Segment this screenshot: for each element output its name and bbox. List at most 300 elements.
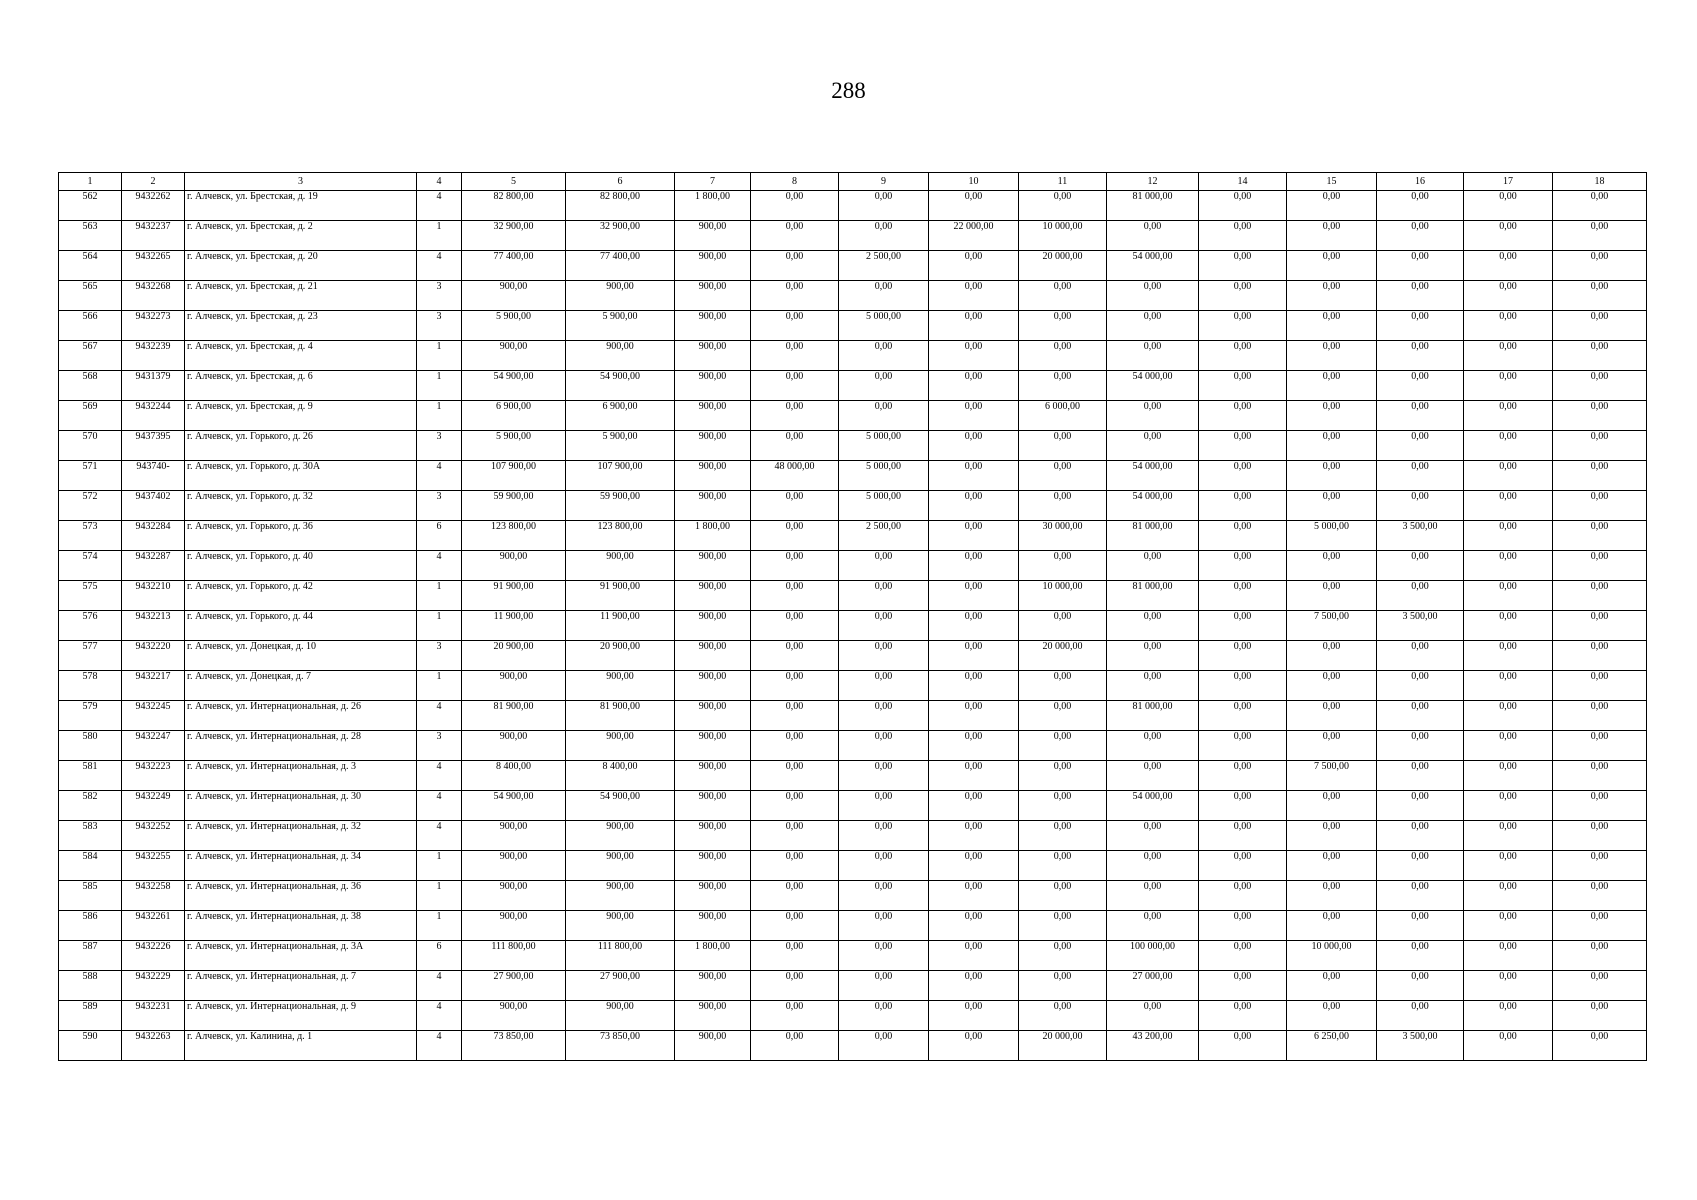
table-cell: 1 (417, 221, 462, 251)
table-cell: 3 500,00 (1377, 521, 1464, 551)
column-header: 9 (839, 173, 929, 191)
table-row (59, 671, 1647, 701)
table-cell: 0,00 (839, 581, 929, 611)
column-header: 16 (1377, 173, 1464, 191)
data-table (58, 172, 1647, 1061)
table-cell: 587 (59, 941, 122, 971)
table-cell: 0,00 (1287, 311, 1377, 341)
table-cell: 111 800,00 (462, 941, 566, 971)
table-cell: 0,00 (1019, 341, 1107, 371)
table-cell: 6 900,00 (566, 401, 675, 431)
table-cell: 2 500,00 (839, 521, 929, 551)
table-cell: 0,00 (929, 581, 1019, 611)
table-cell: 9437402 (122, 491, 185, 521)
table-cell: 0,00 (1287, 431, 1377, 461)
table-cell: 0,00 (1199, 491, 1287, 521)
table-cell: 0,00 (1199, 851, 1287, 881)
table-cell: 0,00 (1199, 701, 1287, 731)
table-cell: 6 (417, 521, 462, 551)
table-cell: 900,00 (566, 281, 675, 311)
table-cell: 1 800,00 (675, 521, 751, 551)
table-cell: 0,00 (1377, 371, 1464, 401)
table-row (59, 881, 1647, 911)
table-cell: 900,00 (675, 371, 751, 401)
table-cell: 1 (417, 671, 462, 701)
table-cell: 0,00 (751, 221, 839, 251)
table-cell: 82 800,00 (462, 191, 566, 221)
table-cell: 0,00 (1553, 581, 1647, 611)
table-cell: 0,00 (1287, 221, 1377, 251)
table-cell: 30 000,00 (1019, 521, 1107, 551)
table-cell: 0,00 (839, 971, 929, 1001)
table-cell: 0,00 (1199, 1031, 1287, 1061)
table-cell: 0,00 (1107, 761, 1199, 791)
table-cell: 0,00 (1019, 431, 1107, 461)
table-cell: 900,00 (566, 911, 675, 941)
table-row (59, 611, 1647, 641)
table-cell: 900,00 (675, 1031, 751, 1061)
table-cell: 0,00 (929, 731, 1019, 761)
table-cell: 9432223 (122, 761, 185, 791)
table-cell: 0,00 (1553, 281, 1647, 311)
address-cell: г. Алчевск, ул. Интернациональная, д. 28 (185, 731, 417, 761)
table-cell: 7 500,00 (1287, 761, 1377, 791)
table-cell: 48 000,00 (751, 461, 839, 491)
table-cell: 54 900,00 (566, 371, 675, 401)
table-cell: 1 800,00 (675, 941, 751, 971)
table-cell: 123 800,00 (566, 521, 675, 551)
header-row (59, 173, 1647, 191)
table-cell: 3 (417, 491, 462, 521)
table-cell: 0,00 (929, 611, 1019, 641)
table-cell: 4 (417, 1031, 462, 1061)
table-row (59, 281, 1647, 311)
table-row (59, 461, 1647, 491)
table-cell: 0,00 (1377, 971, 1464, 1001)
table-cell: 0,00 (1287, 791, 1377, 821)
table-cell: 5 900,00 (462, 311, 566, 341)
table-cell: 59 900,00 (462, 491, 566, 521)
table-cell: 0,00 (1019, 971, 1107, 1001)
table-cell: 0,00 (839, 911, 929, 941)
table-cell: 0,00 (1464, 521, 1553, 551)
table-cell: 22 000,00 (929, 221, 1019, 251)
table-cell: 9432268 (122, 281, 185, 311)
table-cell: 0,00 (929, 281, 1019, 311)
table-cell: 0,00 (751, 671, 839, 701)
table-cell: 0,00 (1199, 941, 1287, 971)
table-cell: 0,00 (1553, 431, 1647, 461)
table-cell: 0,00 (1287, 881, 1377, 911)
table-cell: 0,00 (1199, 671, 1287, 701)
table-cell: 43 200,00 (1107, 1031, 1199, 1061)
table-cell: 900,00 (462, 821, 566, 851)
table-cell: 0,00 (1287, 911, 1377, 941)
table-cell: 10 000,00 (1287, 941, 1377, 971)
table-cell: 81 000,00 (1107, 581, 1199, 611)
table-cell: 0,00 (1553, 971, 1647, 1001)
table-cell: 0,00 (1377, 341, 1464, 371)
table-cell: 0,00 (1553, 551, 1647, 581)
table-cell: 9432263 (122, 1031, 185, 1061)
table-cell: 0,00 (751, 491, 839, 521)
table-cell: 81 000,00 (1107, 701, 1199, 731)
table-cell: 0,00 (929, 761, 1019, 791)
table-row (59, 851, 1647, 881)
table-cell: 0,00 (1107, 911, 1199, 941)
table-cell: 9432258 (122, 881, 185, 911)
address-cell: г. Алчевск, ул. Донецкая, д. 7 (185, 671, 417, 701)
table-cell: 0,00 (1199, 461, 1287, 491)
table-cell: 0,00 (1199, 731, 1287, 761)
table-cell: 0,00 (1553, 611, 1647, 641)
table-cell: 0,00 (839, 881, 929, 911)
table-cell: 0,00 (1377, 641, 1464, 671)
table-cell: 0,00 (1107, 851, 1199, 881)
table-cell: 4 (417, 761, 462, 791)
table-cell: 0,00 (1287, 551, 1377, 581)
table-cell: 0,00 (1287, 821, 1377, 851)
table-cell: 570 (59, 431, 122, 461)
table-cell: 0,00 (1553, 641, 1647, 671)
table-cell: 2 500,00 (839, 251, 929, 281)
table-cell: 567 (59, 341, 122, 371)
table-cell: 6 250,00 (1287, 1031, 1377, 1061)
table-cell: 568 (59, 371, 122, 401)
table-row (59, 311, 1647, 341)
table-cell: 0,00 (1464, 671, 1553, 701)
table-cell: 0,00 (1287, 671, 1377, 701)
table-cell: 0,00 (1199, 761, 1287, 791)
table-cell: 0,00 (1199, 281, 1287, 311)
table-cell: 900,00 (566, 881, 675, 911)
table-cell: 0,00 (929, 911, 1019, 941)
table-cell: 9432245 (122, 701, 185, 731)
table-cell: 0,00 (1287, 491, 1377, 521)
table-cell: 585 (59, 881, 122, 911)
table-cell: 5 900,00 (566, 431, 675, 461)
column-header: 12 (1107, 173, 1199, 191)
table-cell: 0,00 (1199, 191, 1287, 221)
table-cell: 0,00 (1199, 881, 1287, 911)
table-cell: 0,00 (839, 371, 929, 401)
table-cell: 0,00 (1464, 251, 1553, 281)
table-cell: 9432262 (122, 191, 185, 221)
table-cell: 0,00 (1553, 401, 1647, 431)
address-cell: г. Алчевск, ул. Горького, д. 26 (185, 431, 417, 461)
table-cell: 569 (59, 401, 122, 431)
table-cell: 900,00 (675, 251, 751, 281)
table-cell: 900,00 (566, 851, 675, 881)
table-cell: 0,00 (1464, 551, 1553, 581)
table-cell: 0,00 (1107, 221, 1199, 251)
table-cell: 27 000,00 (1107, 971, 1199, 1001)
table-cell: 0,00 (1287, 191, 1377, 221)
table-cell: 1 (417, 401, 462, 431)
table-cell: 4 (417, 551, 462, 581)
table-cell: 9432244 (122, 401, 185, 431)
table-cell: 900,00 (462, 551, 566, 581)
table-cell: 0,00 (1107, 611, 1199, 641)
table-cell: 9432231 (122, 1001, 185, 1031)
address-cell: г. Алчевск, ул. Интернациональная, д. 7 (185, 971, 417, 1001)
table-cell: 0,00 (1464, 971, 1553, 1001)
table-cell: 0,00 (929, 1031, 1019, 1061)
table-cell: 584 (59, 851, 122, 881)
column-header: 1 (59, 173, 122, 191)
table-cell: 4 (417, 1001, 462, 1031)
table-cell: 900,00 (566, 821, 675, 851)
table-cell: 54 900,00 (462, 791, 566, 821)
table-header (59, 173, 1647, 191)
table-cell: 0,00 (839, 1031, 929, 1061)
table-cell: 0,00 (839, 821, 929, 851)
table-cell: 32 900,00 (566, 221, 675, 251)
table-cell: 0,00 (1553, 731, 1647, 761)
table-cell: 900,00 (675, 641, 751, 671)
table-row (59, 791, 1647, 821)
table-cell: 0,00 (1019, 491, 1107, 521)
table-cell: 0,00 (929, 251, 1019, 281)
table-cell: 0,00 (1287, 401, 1377, 431)
table-cell: 900,00 (675, 341, 751, 371)
table-cell: 0,00 (1377, 431, 1464, 461)
table-cell: 9432265 (122, 251, 185, 281)
table-cell: 0,00 (1464, 311, 1553, 341)
column-header: 8 (751, 173, 839, 191)
table-cell: 0,00 (1199, 431, 1287, 461)
table-cell: 0,00 (1199, 581, 1287, 611)
table-cell: 0,00 (1199, 911, 1287, 941)
table-cell: 1 (417, 611, 462, 641)
table-row (59, 1001, 1647, 1031)
table-cell: 0,00 (751, 641, 839, 671)
table-cell: 0,00 (1019, 311, 1107, 341)
table-cell: 9432249 (122, 791, 185, 821)
table-cell: 0,00 (929, 191, 1019, 221)
table-row (59, 1031, 1647, 1061)
table-cell: 0,00 (1377, 251, 1464, 281)
table-cell: 900,00 (675, 791, 751, 821)
table-cell: 0,00 (929, 941, 1019, 971)
table-cell: 0,00 (1464, 851, 1553, 881)
table-row (59, 581, 1647, 611)
table-cell: 5 000,00 (1287, 521, 1377, 551)
table-cell: 9431379 (122, 371, 185, 401)
table-cell: 900,00 (462, 851, 566, 881)
table-cell: 0,00 (1377, 911, 1464, 941)
table-cell: 574 (59, 551, 122, 581)
table-cell: 100 000,00 (1107, 941, 1199, 971)
table-cell: 0,00 (1464, 761, 1553, 791)
table-cell: 0,00 (839, 761, 929, 791)
page-number: 288 (831, 78, 866, 103)
table-cell: 4 (417, 191, 462, 221)
table-cell: 0,00 (1464, 641, 1553, 671)
table-cell: 0,00 (929, 641, 1019, 671)
table-cell: 581 (59, 761, 122, 791)
table-cell: 0,00 (751, 251, 839, 281)
table-cell: 0,00 (1107, 671, 1199, 701)
address-cell: г. Алчевск, ул. Калинина, д. 1 (185, 1031, 417, 1061)
table-cell: 900,00 (675, 851, 751, 881)
table-cell: 563 (59, 221, 122, 251)
table-cell: 0,00 (751, 401, 839, 431)
table-cell: 0,00 (1464, 191, 1553, 221)
address-cell: г. Алчевск, ул. Интернациональная, д. 3 (185, 761, 417, 791)
table-cell: 0,00 (1287, 341, 1377, 371)
table-cell: 0,00 (1199, 971, 1287, 1001)
table-cell: 54 000,00 (1107, 491, 1199, 521)
table-cell: 9432237 (122, 221, 185, 251)
table-cell: 900,00 (675, 581, 751, 611)
table-cell: 0,00 (1464, 1031, 1553, 1061)
table-cell: 0,00 (1553, 881, 1647, 911)
table-cell: 0,00 (1107, 731, 1199, 761)
table-cell: 8 400,00 (462, 761, 566, 791)
table-cell: 9432273 (122, 311, 185, 341)
table-cell: 0,00 (1199, 521, 1287, 551)
address-cell: г. Алчевск, ул. Брестская, д. 19 (185, 191, 417, 221)
table-cell: 0,00 (1464, 881, 1553, 911)
table-cell: 0,00 (1377, 881, 1464, 911)
table-cell: 81 900,00 (566, 701, 675, 731)
table-cell: 0,00 (1287, 251, 1377, 281)
table-cell: 0,00 (1377, 761, 1464, 791)
table-cell: 0,00 (929, 881, 1019, 911)
table-cell: 0,00 (839, 281, 929, 311)
table-cell: 0,00 (1464, 281, 1553, 311)
column-header: 15 (1287, 173, 1377, 191)
table-row (59, 641, 1647, 671)
table-cell: 900,00 (462, 911, 566, 941)
table-cell: 0,00 (1019, 851, 1107, 881)
table-cell: 0,00 (1287, 731, 1377, 761)
table-cell: 900,00 (675, 401, 751, 431)
table-cell: 1 (417, 851, 462, 881)
table-cell: 0,00 (1019, 881, 1107, 911)
column-header: 4 (417, 173, 462, 191)
table-cell: 0,00 (1107, 821, 1199, 851)
table-cell: 10 000,00 (1019, 221, 1107, 251)
table-cell: 900,00 (675, 551, 751, 581)
table-cell: 0,00 (1019, 1001, 1107, 1031)
table-cell: 0,00 (751, 431, 839, 461)
table-row (59, 731, 1647, 761)
table-cell: 0,00 (1377, 461, 1464, 491)
table-cell: 900,00 (675, 701, 751, 731)
column-header: 5 (462, 173, 566, 191)
address-cell: г. Алчевск, ул. Брестская, д. 6 (185, 371, 417, 401)
table-cell: 0,00 (1553, 851, 1647, 881)
table-cell: 20 900,00 (566, 641, 675, 671)
column-header: 6 (566, 173, 675, 191)
table-cell: 0,00 (1464, 461, 1553, 491)
table-cell: 582 (59, 791, 122, 821)
column-header: 7 (675, 173, 751, 191)
table-cell: 9432255 (122, 851, 185, 881)
table-cell: 565 (59, 281, 122, 311)
table-cell: 0,00 (839, 191, 929, 221)
table-cell: 0,00 (1464, 221, 1553, 251)
table-cell: 0,00 (1019, 281, 1107, 311)
table-cell: 900,00 (675, 761, 751, 791)
table-cell: 6 (417, 941, 462, 971)
table-cell: 1 (417, 581, 462, 611)
table-cell: 0,00 (1553, 221, 1647, 251)
table-cell: 0,00 (1019, 731, 1107, 761)
table-cell: 0,00 (1287, 581, 1377, 611)
table-cell: 0,00 (929, 791, 1019, 821)
table-cell: 0,00 (751, 551, 839, 581)
table-cell: 0,00 (839, 1001, 929, 1031)
table-cell: 0,00 (751, 971, 839, 1001)
table-cell: 589 (59, 1001, 122, 1031)
table-cell: 0,00 (1019, 671, 1107, 701)
table-cell: 54 000,00 (1107, 371, 1199, 401)
table-cell: 20 000,00 (1019, 641, 1107, 671)
table-cell: 4 (417, 251, 462, 281)
table-cell: 0,00 (1019, 941, 1107, 971)
table-cell: 0,00 (929, 521, 1019, 551)
table-cell: 54 000,00 (1107, 791, 1199, 821)
table-cell: 900,00 (675, 221, 751, 251)
table-cell: 3 (417, 431, 462, 461)
table-cell: 900,00 (566, 1001, 675, 1031)
table-row (59, 371, 1647, 401)
table-cell: 0,00 (751, 941, 839, 971)
table-cell: 0,00 (1377, 401, 1464, 431)
table-cell: 0,00 (839, 671, 929, 701)
table-cell: 0,00 (751, 791, 839, 821)
table-cell: 0,00 (1019, 191, 1107, 221)
table-row (59, 821, 1647, 851)
table-cell: 5 000,00 (839, 491, 929, 521)
table-cell: 0,00 (1553, 311, 1647, 341)
table-cell: 3 (417, 281, 462, 311)
table-cell: 4 (417, 701, 462, 731)
table-cell: 3 (417, 731, 462, 761)
table-cell: 0,00 (1287, 371, 1377, 401)
table-row (59, 191, 1647, 221)
table-cell: 5 000,00 (839, 311, 929, 341)
table-cell: 0,00 (1019, 611, 1107, 641)
table-cell: 572 (59, 491, 122, 521)
table-cell: 0,00 (1464, 371, 1553, 401)
column-header: 17 (1464, 173, 1553, 191)
table-cell: 0,00 (1107, 341, 1199, 371)
table-cell: 6 900,00 (462, 401, 566, 431)
table-cell: 0,00 (1377, 821, 1464, 851)
table-cell: 0,00 (839, 401, 929, 431)
table-cell: 0,00 (1019, 821, 1107, 851)
table-cell: 111 800,00 (566, 941, 675, 971)
table-cell: 0,00 (1553, 191, 1647, 221)
table-cell: 9432284 (122, 521, 185, 551)
table-cell: 0,00 (1019, 551, 1107, 581)
table-cell: 9432287 (122, 551, 185, 581)
table-cell: 0,00 (1464, 731, 1553, 761)
table-cell: 562 (59, 191, 122, 221)
table-cell: 0,00 (751, 1001, 839, 1031)
table-cell: 590 (59, 1031, 122, 1061)
table-cell: 564 (59, 251, 122, 281)
table-cell: 8 400,00 (566, 761, 675, 791)
table-cell: 27 900,00 (566, 971, 675, 1001)
table-cell: 0,00 (929, 551, 1019, 581)
address-cell: г. Алчевск, ул. Интернациональная, д. 26 (185, 701, 417, 731)
table-cell: 3 500,00 (1377, 611, 1464, 641)
